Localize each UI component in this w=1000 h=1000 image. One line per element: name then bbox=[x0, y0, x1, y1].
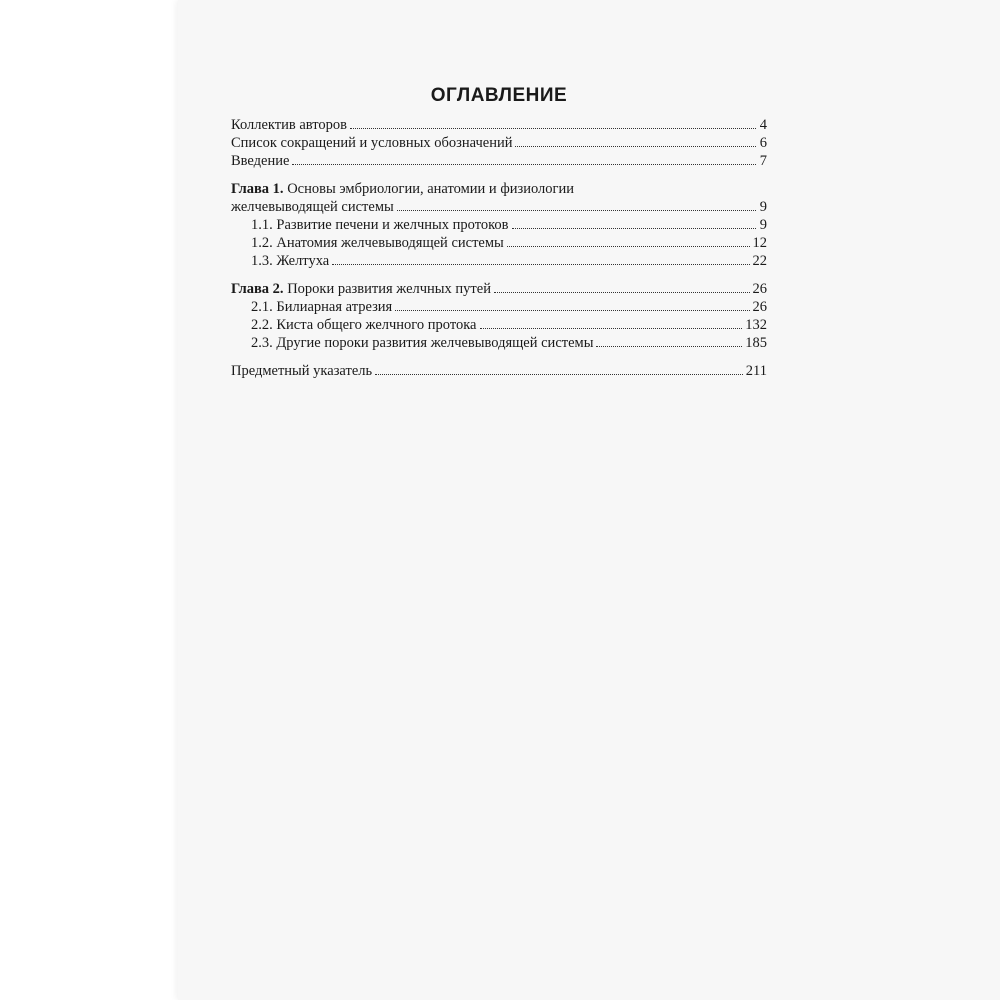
toc-chapter-2 bbox=[231, 280, 767, 352]
toc-entry-2-2: 2.2. Киста общего желчного протока 132 bbox=[251, 317, 767, 333]
leader-dots bbox=[397, 198, 756, 211]
leader-dots bbox=[480, 316, 743, 329]
leader-dots bbox=[350, 116, 756, 129]
leader-dots bbox=[515, 134, 756, 147]
leader-dots bbox=[332, 252, 749, 265]
toc-entry-index: Предметный указатель 211 bbox=[231, 363, 767, 379]
toc-entry-1-3: 1.3. Желтуха 22 bbox=[251, 253, 767, 269]
chapter-1-title-line2: желчевыводящей системы 9 bbox=[231, 199, 767, 215]
leader-dots bbox=[512, 216, 757, 229]
toc-entry-abbreviations: Список сокращений и условных обозначений 6 bbox=[231, 135, 767, 151]
chapter-2-title: Глава 2. Пороки развития желчных путей 26 bbox=[231, 281, 767, 297]
toc-front-matter bbox=[231, 116, 767, 170]
leader-dots bbox=[507, 234, 750, 247]
leader-dots bbox=[596, 334, 742, 347]
toc-entry-2-3: 2.3. Другие пороки развития желчевыводящей системы 185 bbox=[251, 335, 767, 351]
toc-entry-1-2: 1.2. Анатомия желчевыводящей системы 12 bbox=[251, 235, 767, 251]
leader-dots bbox=[375, 362, 743, 375]
toc-chapter-1 bbox=[231, 180, 767, 270]
toc-entry-1-1: 1.1. Развитие печени и желчных протоков 9 bbox=[251, 217, 767, 233]
toc-entry-introduction: Введение 7 bbox=[231, 153, 767, 169]
chapter-1-title-line1: Глава 1. Основы эмбриологии, анатомии и физиологии bbox=[231, 181, 574, 197]
toc-back-matter bbox=[231, 362, 767, 380]
table-of-contents bbox=[231, 84, 767, 390]
leader-dots bbox=[494, 280, 750, 293]
leader-dots bbox=[292, 152, 756, 165]
page-title: ОГЛАВЛЕНИЕ bbox=[430, 85, 568, 106]
leader-dots bbox=[395, 298, 749, 311]
toc-entry-2-1: 2.1. Билиарная атрезия 26 bbox=[251, 299, 767, 315]
toc-entry-authors: Коллектив авторов 4 bbox=[231, 117, 767, 133]
